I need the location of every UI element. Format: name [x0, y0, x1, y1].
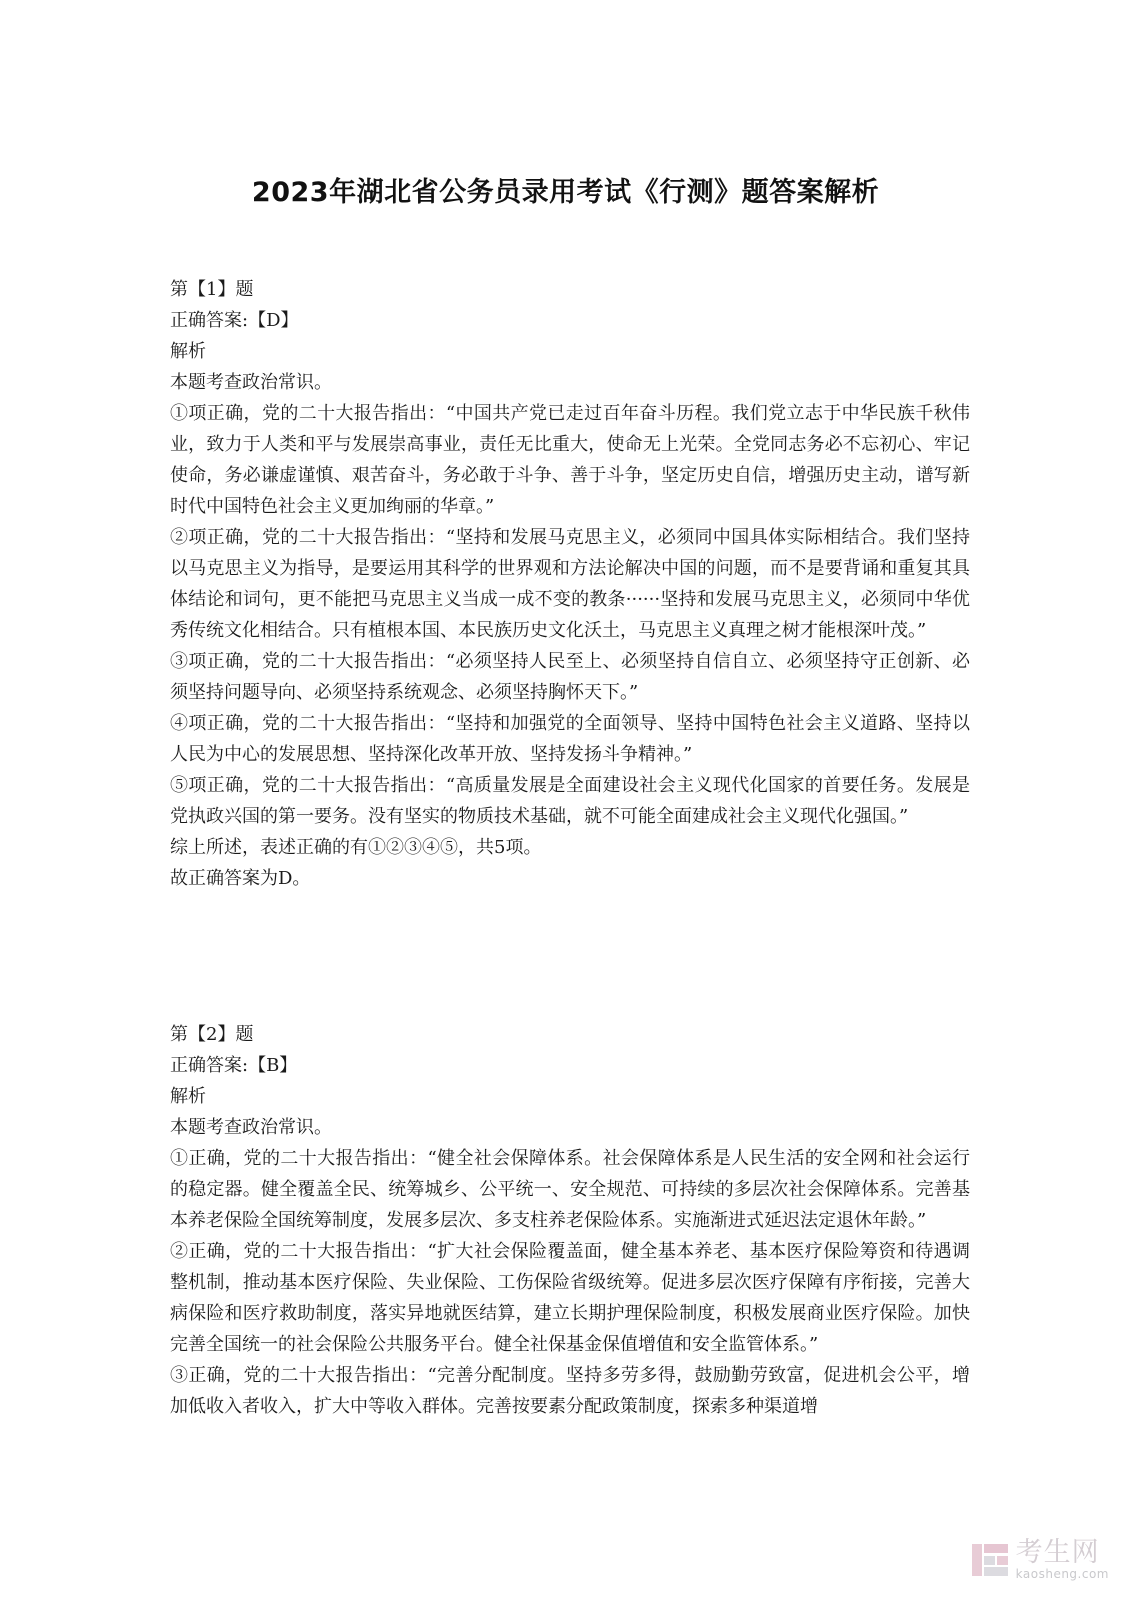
correct-answer: 正确答案:【D】 [170, 310, 299, 331]
analysis-paragraph: ⑤项正确，党的二十大报告指出：“高质量发展是全面建设社会主义现代化国家的首要任务。发展是党执政兴国的第一要务。没有坚实的物质技术基础，就不可能全面建成社会主义现代化强国。” [170, 775, 970, 827]
analysis-paragraph: ③项正确，党的二十大报告指出：“必须坚持人民至上、必须坚持自信自立、必须坚持守正创新、必须坚持问题导向、必须坚持系统观念、必须坚持胸怀天下。” [170, 651, 970, 703]
kaosheng-logo-icon [970, 1540, 1010, 1580]
analysis-paragraph: ②项正确，党的二十大报告指出：“坚持和发展马克思主义，必须同中国具体实际相结合。我们坚持以马克思主义为指导，是要运用其科学的世界观和方法论解决中国的问题，而不是要背诵和重复其具体结论和词句，更不能把马克思主义当成一成不变的教条······坚持和发展马克思主义，必须同中华优秀传统文化相结合。只有植根本国、本民族历史文化沃土，马克思主义真理之树才能根深叶茂。” [170, 527, 970, 641]
question-heading: 第【2】题 [170, 1024, 254, 1045]
analysis-paragraph: ④项正确，党的二十大报告指出：“坚持和加强党的全面领导、坚持中国特色社会主义道路、坚持以人民为中心的发展思想、坚持深化改革开放、坚持发扬斗争精神。” [170, 713, 970, 765]
analysis-paragraph: ①正确，党的二十大报告指出：“健全社会保障体系。社会保障体系是人民生活的安全网和社会运行的稳定器。健全覆盖全民、统筹城乡、公平统一、安全规范、可持续的多层次社会保障体系。完善基本养老保险全国统筹制度，发展多层次、多支柱养老保险体系。实施渐进式延迟法定退休年龄。” [170, 1148, 970, 1231]
analysis-paragraph: 综上所述，表述正确的有①②③④⑤，共5项。 [170, 837, 542, 858]
watermark-brand: 考生网 [1015, 1537, 1100, 1568]
question-1 [170, 274, 970, 894]
question-2 [170, 1019, 970, 1422]
correct-answer: 正确答案:【B】 [170, 1055, 298, 1076]
analysis-paragraph: ①项正确，党的二十大报告指出：“中国共产党已走过百年奋斗历程。我们党立志于中华民族千秋伟业，致力于人类和平与发展崇高事业，责任无比重大，使命无上光荣。全党同志务必不忘初心、牢记使命，务必谦虚谨慎、艰苦奋斗，务必敢于斗争、善于斗争，坚定历史自信，增强历史主动，谱写新时代中国特色社会主义更加绚丽的华章。” [170, 403, 970, 517]
analysis-label: 解析 [170, 1086, 206, 1107]
analysis-paragraph: ③正确，党的二十大报告指出：“完善分配制度。坚持多劳多得，鼓励勤劳致富，促进机会公平，增加低收入者收入，扩大中等收入群体。完善按要素分配政策制度，探索多种渠道增 [170, 1365, 970, 1417]
analysis-paragraph: 故正确答案为D。 [170, 868, 311, 889]
analysis-paragraph: 本题考查政治常识。 [170, 1117, 332, 1138]
watermark-url: kaosheng.com [1015, 1567, 1109, 1581]
analysis-label: 解析 [170, 341, 206, 362]
question-heading: 第【1】题 [170, 279, 254, 300]
analysis-paragraph: ②正确，党的二十大报告指出：“扩大社会保险覆盖面，健全基本养老、基本医疗保险筹资和待遇调整机制，推动基本医疗保险、失业保险、工伤保险省级统筹。促进多层次医疗保障有序衔接，完善大病保险和医疗救助制度，落实异地就医结算，建立长期护理保险制度，积极发展商业医疗保险。加快完善全国统一的社会保险公共服务平台。健全社保基金保值增值和安全监管体系。” [170, 1241, 970, 1355]
analysis-paragraph: 本题考查政治常识。 [170, 372, 332, 393]
watermark [970, 1539, 1109, 1580]
page-title: 2023年湖北省公务员录用考试《行测》题答案解析 [251, 177, 880, 208]
